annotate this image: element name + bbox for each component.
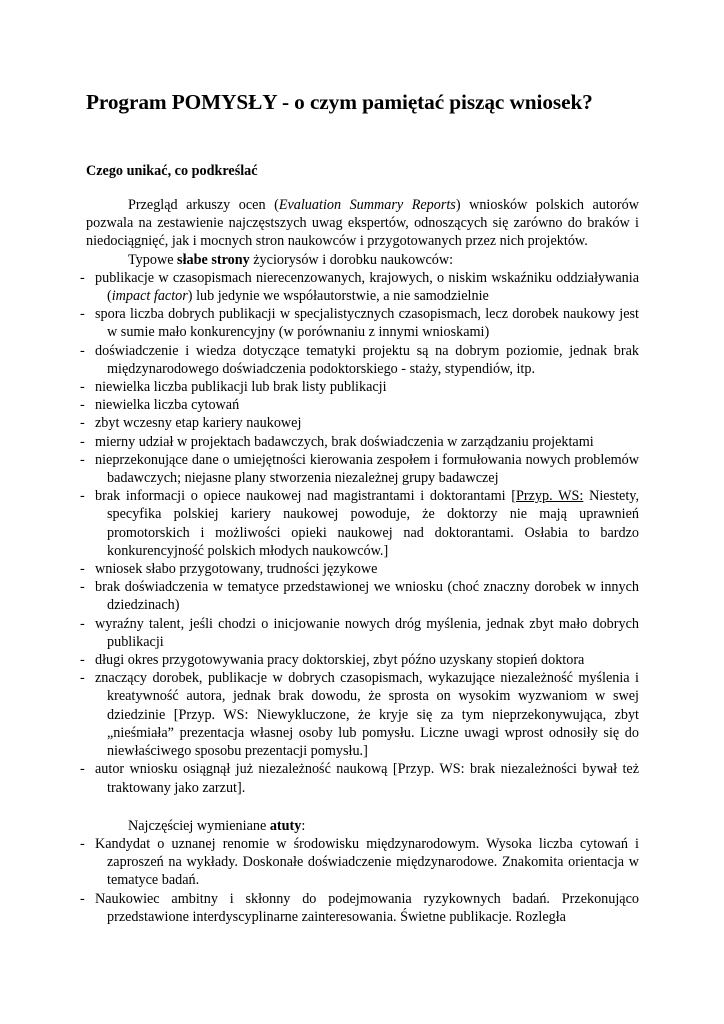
list-item (80, 433, 639, 451)
intro-text-end: ) wniosków polskich autorów pozwala na zestawienie najczęstszych uwag ekspertów, odnoszących się zarówno do braków i niedociągnięć, jak i mocnych stron naukowców i przygotowanych przez nich projektów. (86, 197, 639, 250)
list-item-text: mierny udział w projektach badawczych, brak doświadczenia w zarządzaniu projektami (95, 433, 594, 450)
strong-intro-start: Najczęściej wymieniane (128, 817, 270, 834)
list-item (80, 560, 639, 578)
list-item (80, 835, 639, 890)
dash-bullet: - (80, 761, 85, 778)
list-item (80, 669, 639, 760)
list-item-text: nieprzekonujące dane o umiejętności kierowania zespołem i formułowania nowych problemów badawczych; niejasne plany stworzenia niezależnej grupy badawczej (95, 451, 639, 487)
dash-bullet: - (80, 652, 85, 669)
dash-bullet: - (80, 397, 85, 414)
weak-points-list (80, 269, 639, 797)
list-item-text: doświadczenie i wiedza dotyczące tematyki projektu są na dobrym poziomie, jednak brak międzynarodowego doświadczenia podoktorskiego - staży, stypendiów, itp. (95, 342, 639, 377)
dash-bullet: - (80, 890, 85, 907)
list-item-text: zbyt wczesny etap kariery naukowej (95, 415, 302, 432)
list-item-text: niewielka liczba publikacji lub brak listy publikacji (95, 379, 387, 396)
list-item (80, 760, 639, 796)
list-item-italic: impact factor (111, 288, 188, 305)
dash-bullet: - (80, 433, 85, 450)
list-item-text: długi okres przygotowywania pracy doktorskiej, zbyt późno uzyskany stopień doktora (95, 652, 585, 669)
dash-bullet: - (80, 379, 85, 396)
list-item-text: Naukowiec ambitny i skłonny do podejmowania ryzykownych badań. Przekonująco przedstawione interdyscyplinarne zainteresowania. Świetne publikacje. Rozległa (95, 890, 639, 925)
list-item (80, 890, 639, 926)
list-item-text: spora liczba dobrych publikacji w specjalistycznych czasopismach, lecz dorobek naukowy jest w sumie mało konkurencyjny (w porównaniu z innymi wnioskami) (95, 306, 639, 341)
document-title: Program POMYSŁY - o czym pamiętać pisząc wniosek? (86, 90, 593, 114)
list-item-text: znaczący dorobek, publikacje w dobrych czasopismach, wykazujące niezależność myślenia i kreatywność autora, jednak brak dowodu, że sprosta on wysokim wyzwaniom w swej dziedzinie [Przyp. WS: Niewykluczone, że kryje się za tym nieprzekonywująca, zbyt „nieśmiała” prezentacja własnej osoby lub pomysłu. Liczne uwagi wprost odnosiły się do niewłaściwego sposobu prezentacji pomysłu.] (95, 670, 639, 760)
dash-bullet: - (80, 579, 85, 596)
list-item (80, 578, 639, 614)
dash-bullet: - (80, 615, 85, 632)
list-item (80, 651, 639, 669)
list-item-underlined: Przyp. WS: (516, 488, 584, 505)
list-item-text: brak doświadczenia w tematyce przedstawionej we wniosku (choć znaczny dorobek w innych dziedzinach) (95, 579, 639, 614)
list-item (80, 487, 639, 560)
list-item-text: Kandydat o uznanej renomie w środowisku międzynarodowym. Wysoka liczba cytowań i zaproszeń na wykłady. Doskonałe doświadczenie międzynarodowe. Znakomita orientacja w tematyce badań. (95, 835, 639, 889)
list-item-text: brak informacji o opiece naukowej nad magistrantami i doktorantami [ (95, 488, 517, 505)
list-item-text: niewielka liczba cytowań (95, 397, 240, 414)
dash-bullet: - (80, 488, 85, 505)
list-item (80, 451, 639, 487)
list-item-text: autor wniosku osiągnął już niezależność naukową [Przyp. WS: brak niezależności bywał też traktowany jako zarzut]. (95, 761, 639, 796)
dash-bullet: - (80, 561, 85, 578)
list-item (80, 378, 639, 396)
dash-bullet: - (80, 451, 85, 468)
list-item (80, 269, 639, 305)
dash-bullet: - (80, 269, 85, 286)
dash-bullet: - (80, 835, 85, 852)
strong-points-list (80, 835, 639, 926)
dash-bullet: - (80, 670, 85, 687)
strong-intro-bold: atuty (269, 817, 302, 834)
weak-intro-bold: słabe strony (177, 251, 250, 268)
list-item (80, 414, 639, 432)
list-item (80, 305, 639, 341)
dash-bullet: - (80, 415, 85, 432)
strong-points-intro (86, 817, 639, 835)
weak-intro-end: życiorysów i dorobku naukowców: (249, 251, 454, 268)
weak-intro-start: Typowe (128, 251, 178, 268)
section-heading: Czego unikać, co podkreślać (86, 163, 258, 179)
list-item-text: wniosek słabo przygotowany, trudności językowe (95, 561, 378, 578)
dash-bullet: - (80, 306, 85, 323)
list-item-text: ) lub jedynie we współautorstwie, a nie samodzielnie (187, 288, 489, 305)
dash-bullet: - (80, 342, 85, 359)
strong-intro-end: : (301, 817, 306, 834)
document-page (80, 88, 639, 926)
spacer (86, 797, 639, 817)
list-item (80, 342, 639, 378)
list-item (80, 615, 639, 651)
weak-points-intro (86, 251, 639, 269)
list-item-text: publikacje w czasopismach nierecenzowanych, krajowych, o niskim wskaźniku oddziaływania ( (95, 269, 639, 305)
intro-italic-term: Evaluation Summary Reports (278, 197, 456, 213)
intro-paragraph (86, 196, 639, 251)
list-item-text: Niestety, specyfika polskiej kariery naukowej powoduje, że doktorzy nie mają uprawnień promotorskich i możliwości opieki naukowej nad doktorantami. Osłabia to bardzo konkurencyjność polskich młodych naukowców.] (107, 488, 639, 559)
list-item-text: wyraźny talent, jeśli chodzi o inicjowanie nowych dróg myślenia, jednak zbyt mało dobrych publikacji (95, 615, 639, 650)
list-item (80, 396, 639, 414)
intro-text-start: Przegląd arkuszy ocen ( (128, 197, 279, 213)
